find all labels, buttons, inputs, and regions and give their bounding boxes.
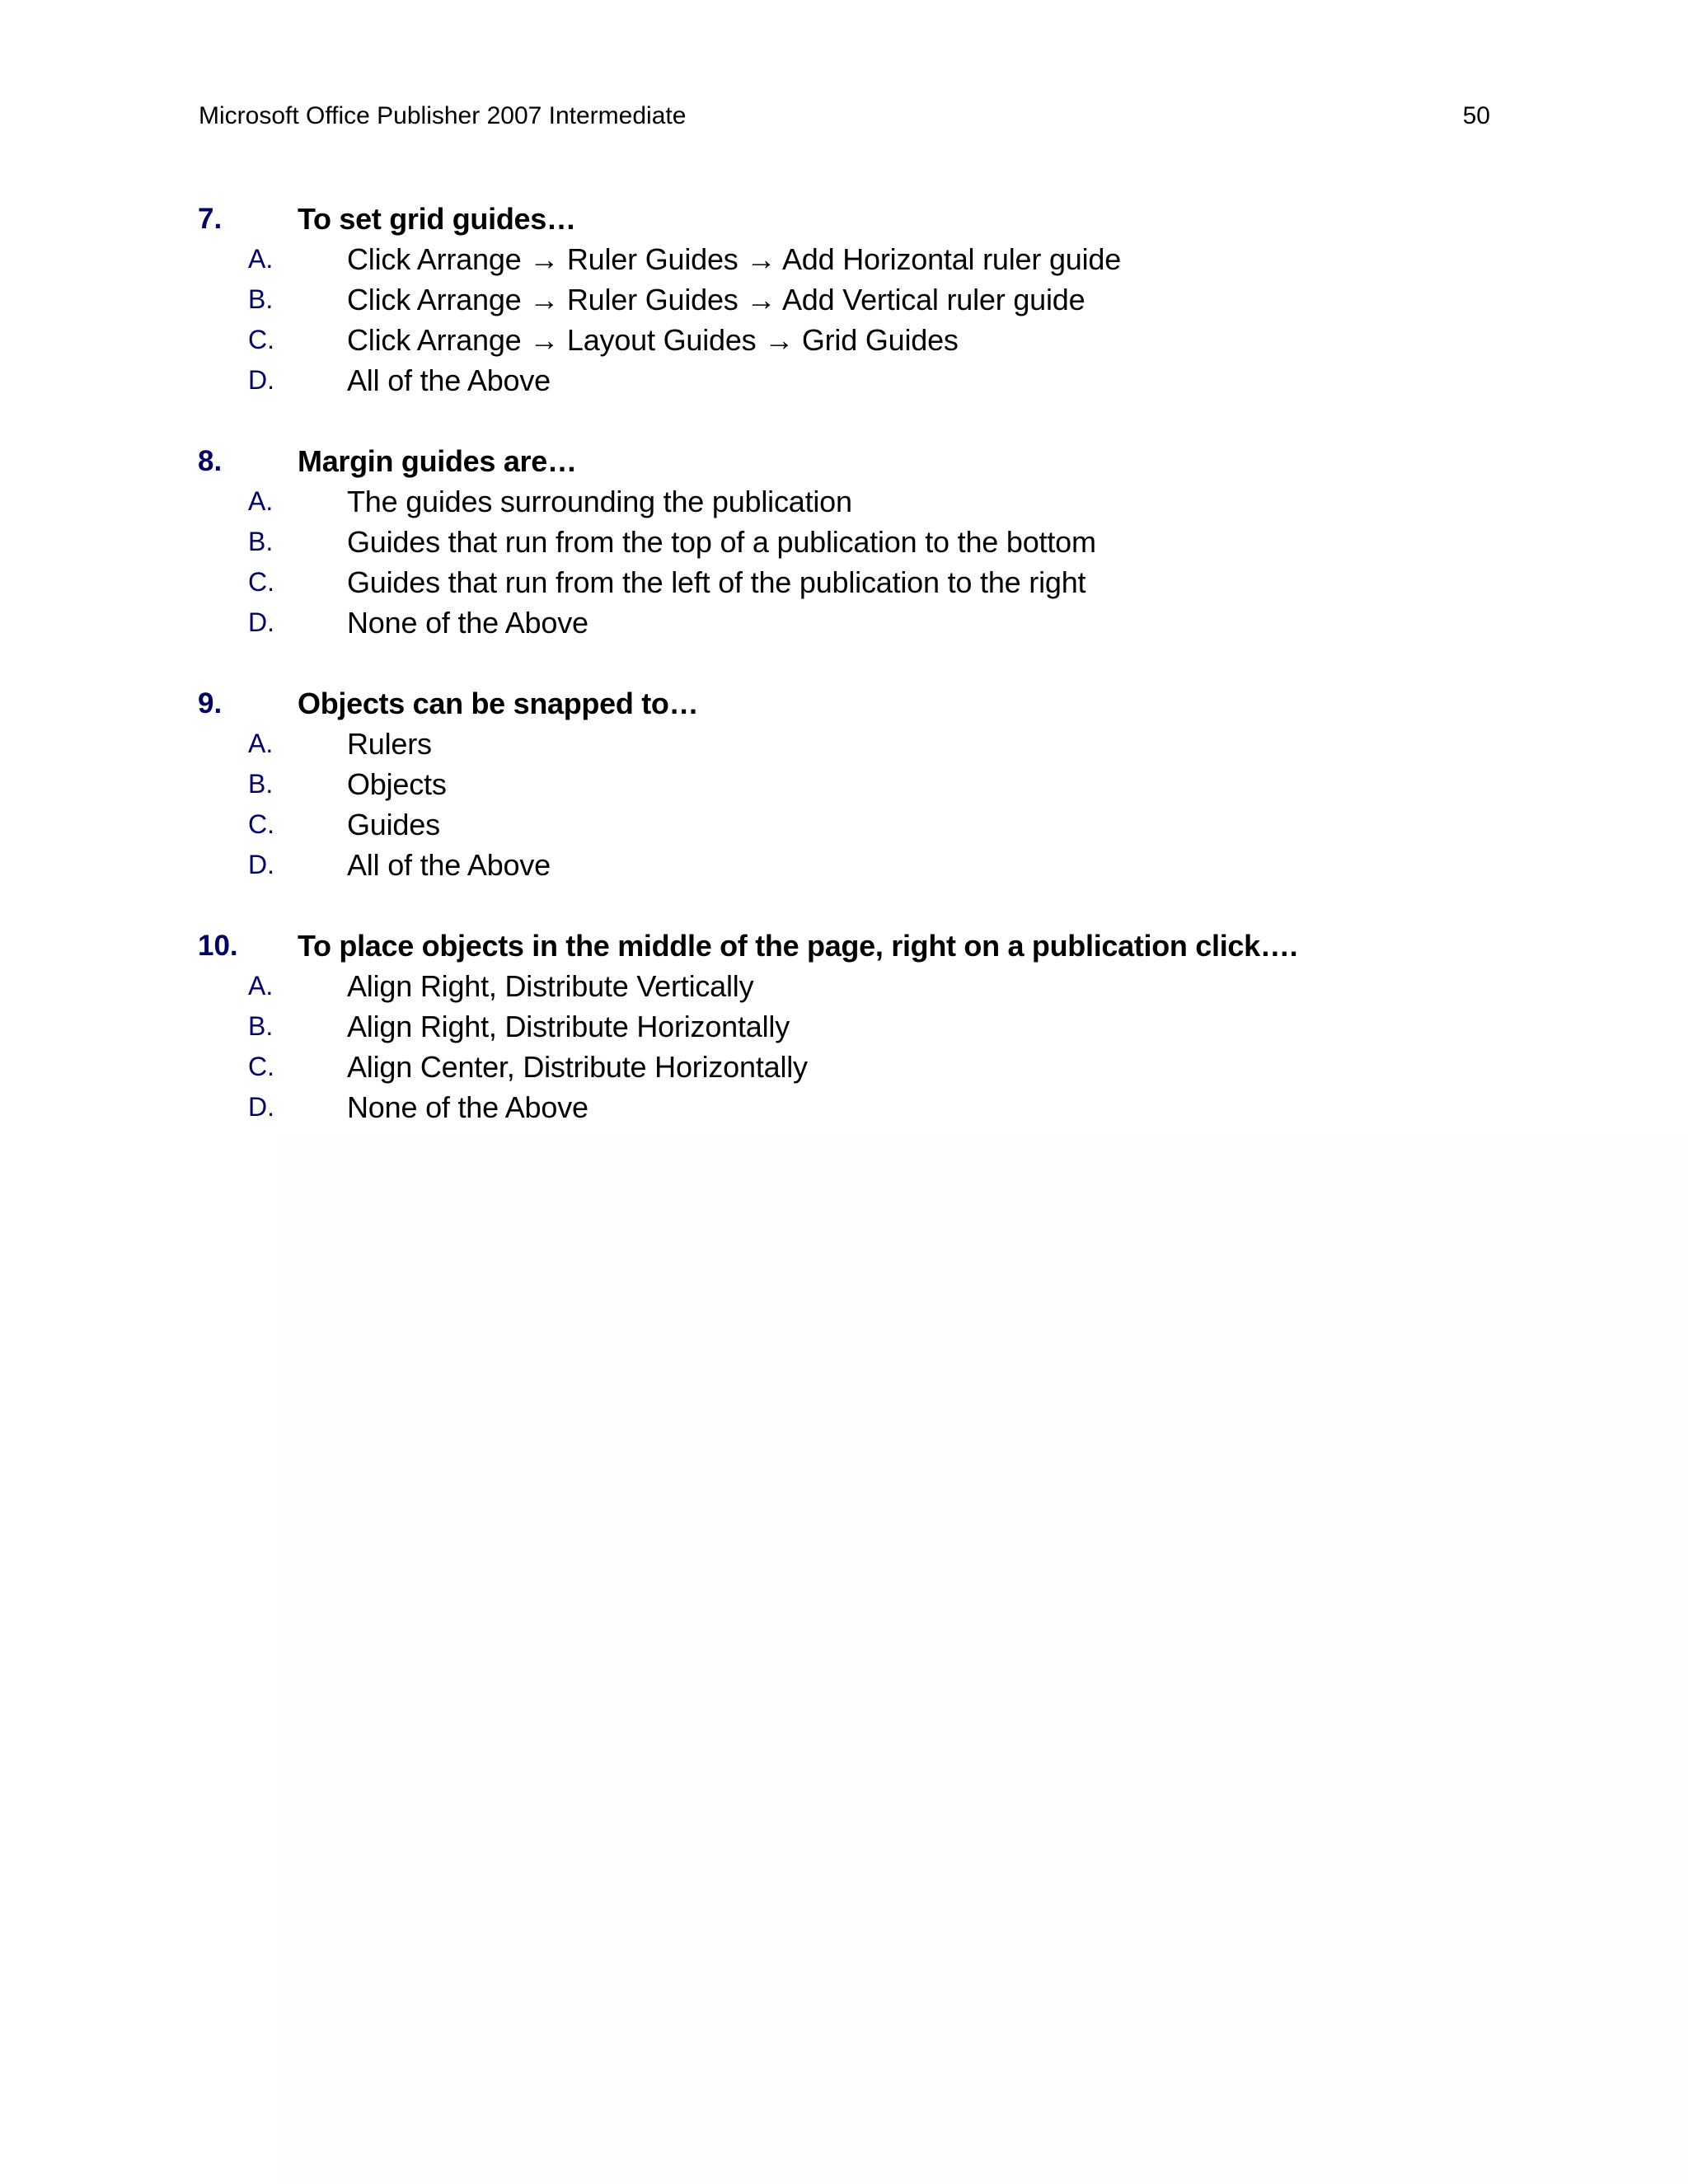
option-text: Click Arrange → Ruler Guides → Add Horizontal ruler guide [347,242,1122,276]
question-number: 9. [198,687,223,719]
option-text: Align Center, Distribute Horizontally [347,1050,808,1084]
option-letter: C. [248,1052,274,1081]
question-header [0,683,1688,724]
answer-option [0,1087,1688,1127]
option-letter: A. [248,729,274,758]
answer-option [0,522,1688,562]
question-header [0,926,1688,966]
option-letter: A. [248,244,274,274]
option-text: Rulers [347,727,432,761]
answer-option [0,804,1688,845]
question-text: Margin guides are… [298,444,577,478]
option-letter: D. [248,850,274,879]
question-number: 7. [198,203,223,235]
option-text: All of the Above [347,848,551,882]
question-text: To set grid guides… [298,202,576,236]
option-letter: B. [248,769,274,799]
option-letter: A. [248,486,274,516]
question-header [0,441,1688,481]
option-text: Align Right, Distribute Horizontally [347,1010,790,1043]
page-background [280,1137,1688,2184]
answer-option [0,562,1688,602]
option-letter: D. [248,365,274,395]
question-number: 10. [198,930,238,962]
option-text: Align Right, Distribute Vertically [347,969,754,1003]
option-text: Click Arrange → Ruler Guides → Add Vertical ruler guide [347,283,1085,316]
option-text: None of the Above [347,1090,588,1124]
question-text: To place objects in the middle of the page, right on a publication click…. [298,929,1298,963]
option-text: Guides [347,808,440,841]
option-text: Guides that run from the left of the publication to the right [347,565,1086,599]
option-letter: B. [248,1011,274,1041]
option-letter: A. [248,971,274,1001]
option-letter: D. [248,1092,274,1122]
option-text: The guides surrounding the publication [347,485,852,518]
answer-option [0,279,1688,320]
question-9 [0,683,1688,885]
answer-option [0,845,1688,885]
option-letter: D. [248,607,274,637]
option-text: Objects [347,767,447,801]
answer-option [0,481,1688,522]
question-header [0,199,1688,239]
answer-option [0,602,1688,643]
page-number: 50 [1462,102,1490,129]
option-letter: B. [248,527,274,556]
option-letter: C. [248,567,274,597]
answer-option [0,764,1688,804]
answer-option [0,320,1688,360]
question-10 [0,926,1688,1127]
option-text: All of the Above [347,363,551,397]
option-letter: B. [248,284,274,314]
option-text: Click Arrange → Layout Guides → Grid Guides [347,323,959,357]
question-number: 8. [198,445,223,477]
answer-option [0,966,1688,1006]
answer-option [0,360,1688,401]
answer-option [0,1006,1688,1047]
answer-option [0,724,1688,764]
question-text: Objects can be snapped to… [298,687,699,720]
option-text: Guides that run from the top of a publication to the bottom [347,525,1096,559]
document-header-title: Microsoft Office Publisher 2007 Intermediate [199,102,687,129]
answer-option [0,239,1688,279]
answer-option [0,1047,1688,1087]
option-text: None of the Above [347,606,588,640]
question-7 [0,199,1688,401]
question-8 [0,441,1688,643]
option-letter: C. [248,325,274,354]
option-letter: C. [248,809,274,839]
